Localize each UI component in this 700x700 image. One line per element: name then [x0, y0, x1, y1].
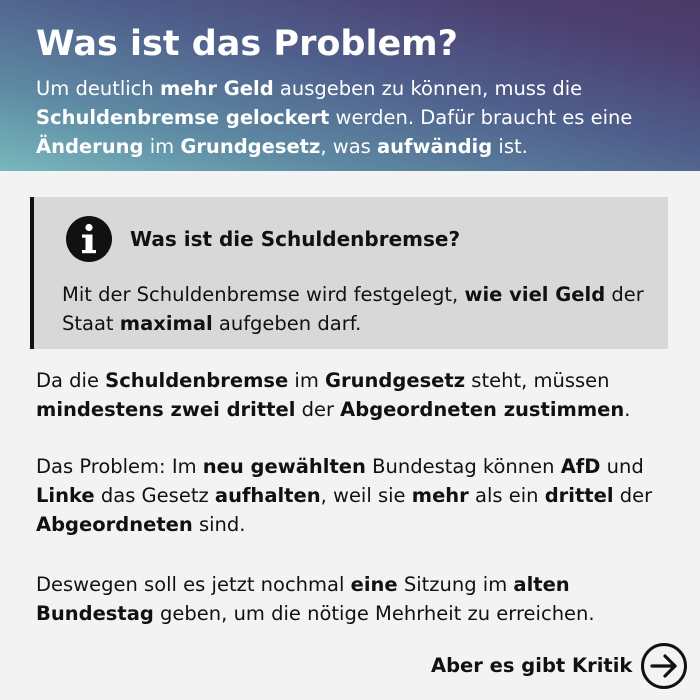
para-text: im	[288, 369, 326, 392]
para-text: das Gesetz	[94, 484, 215, 507]
para-text: , weil sie	[320, 484, 412, 507]
para-emphasis: mindestens zwei drittel	[36, 398, 296, 421]
para-text: Da die	[36, 369, 106, 392]
subtitle-emphasis: aufwändig	[377, 135, 493, 158]
subtitle-text: ist.	[492, 135, 528, 158]
subtitle-emphasis: Schuldenbremse gelockert	[36, 106, 330, 129]
para-text: als ein	[468, 484, 545, 507]
subtitle-text: werden. Dafür braucht es eine	[329, 106, 633, 129]
para-emphasis: Linke	[36, 484, 95, 507]
para-emphasis: alten Bundestag	[36, 573, 570, 625]
info-text: Mit der Schuldenbremse wird festgelegt,	[62, 283, 465, 306]
paragraph-problem	[36, 452, 676, 539]
para-emphasis: drittel	[544, 484, 614, 507]
info-box-body	[62, 280, 652, 338]
para-text: der	[295, 398, 341, 421]
subtitle-emphasis: mehr Geld	[159, 77, 274, 100]
para-text: der	[613, 484, 653, 507]
header-subtitle	[36, 74, 664, 161]
para-text: .	[624, 398, 631, 421]
para-emphasis: mehr	[411, 484, 469, 507]
subtitle-text: , was	[320, 135, 378, 158]
para-emphasis: aufhalten	[214, 484, 321, 507]
info-icon	[66, 216, 112, 262]
para-text: Bundestag können	[365, 455, 561, 478]
arrow-right-circle-icon[interactable]	[640, 642, 688, 690]
page-title: Was ist das Problem?	[36, 24, 458, 64]
subtitle-text: im	[143, 135, 181, 158]
para-text: geben, um die nötige Mehrheit zu erreichen.	[153, 602, 595, 625]
subtitle-emphasis: Grundgesetz	[180, 135, 321, 158]
para-text: steht, müssen	[465, 369, 610, 392]
para-emphasis: neu gewählten	[202, 455, 366, 478]
info-text: aufgeben darf.	[212, 312, 362, 335]
info-emphasis: maximal	[119, 312, 213, 335]
paragraph-grundgesetz	[36, 366, 676, 424]
para-text: Sitzung im	[397, 573, 514, 596]
info-box	[30, 197, 668, 349]
subtitle-text: Um deutlich	[36, 77, 160, 100]
subtitle-text: ausgeben zu können, muss die	[273, 77, 583, 100]
info-emphasis: wie viel Geld	[464, 283, 606, 306]
para-emphasis: eine	[350, 573, 398, 596]
para-emphasis: Grundgesetz	[325, 369, 466, 392]
para-text: Das Problem: Im	[36, 455, 203, 478]
next-slide-label: Aber es gibt Kritik	[431, 654, 633, 677]
para-text: sind.	[192, 513, 246, 536]
info-box-title: Was ist die Schuldenbremse?	[130, 227, 461, 251]
info-text: der Staat	[62, 283, 644, 335]
para-emphasis: Abgeordneten zustimmen	[340, 398, 625, 421]
para-text: Deswegen soll es jetzt nochmal	[36, 573, 351, 596]
paragraph-sitzung	[36, 570, 676, 628]
para-text: und	[600, 455, 644, 478]
header-banner	[0, 0, 700, 171]
para-emphasis: Abgeordneten	[36, 513, 193, 536]
para-emphasis: Schuldenbremse	[105, 369, 289, 392]
subtitle-emphasis: Änderung	[36, 135, 144, 158]
para-emphasis: AfD	[560, 455, 601, 478]
